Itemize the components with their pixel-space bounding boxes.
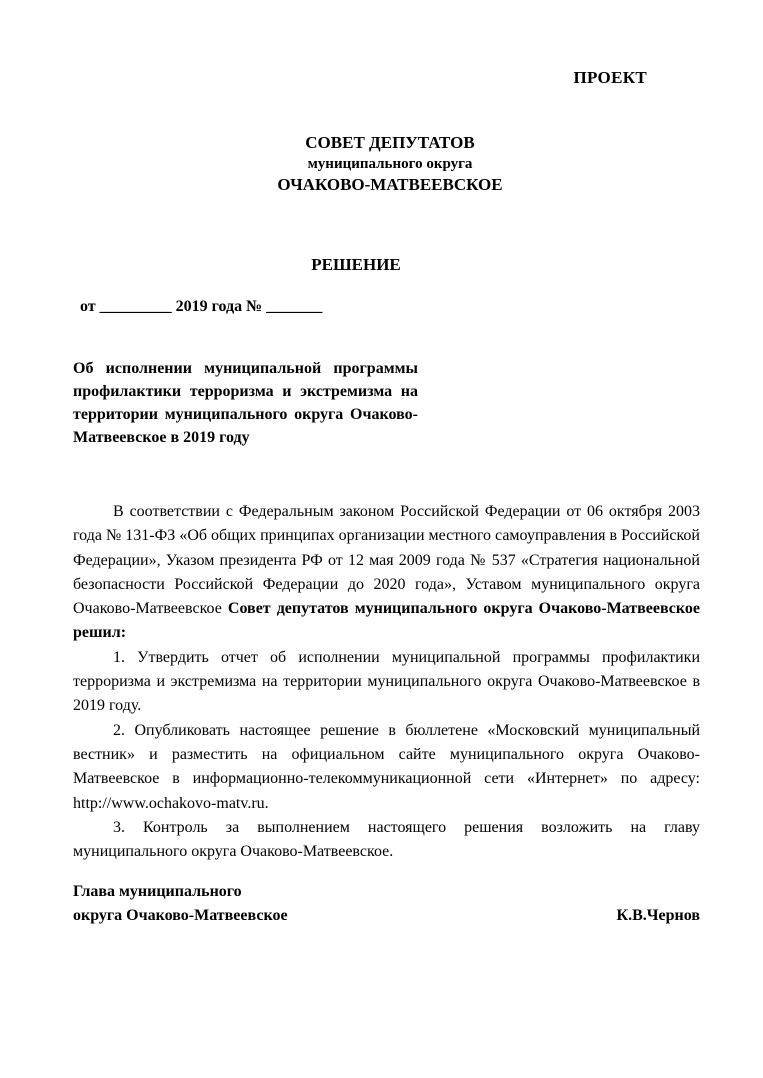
date-line: от _________ 2019 года № _______: [80, 298, 323, 315]
signature-row: [73, 904, 700, 928]
council-subtitle: муниципального округа: [307, 156, 473, 172]
preamble-text: В соответствии с Федеральным законом Российской Федерации от 06 октября 2003 года № 131-ФЗ «Об общих принципах организации местного самоуправления в Российской Федерации», Указом президента РФ от 12 мая 2009 года № 537 «Стратегия национальной безопасности Российской Федерации до 2020 года», Уставом муниципального округа Очаково-Матвеевское: [73, 503, 700, 618]
draft-mark: ПРОЕКТ: [573, 68, 647, 87]
decision-item-2: 2. Опубликовать настоящее решение в бюллетене «Московский муниципальный вестник» и разместить на официальном сайте муниципального округа Очаково-Матвеевское в информационно-телекоммуникационной сети «Интернет» по адресу: http://www.ochakovo-matv.ru.: [73, 721, 700, 812]
council-title: СОВЕТ ДЕПУТАТОВ: [305, 133, 475, 152]
council-header: [0, 132, 763, 196]
signature-position-line2: округа Очаково-Матвеевское: [73, 907, 288, 924]
decision-title: РЕШЕНИЕ: [311, 255, 401, 274]
signature-block: [73, 880, 700, 928]
decision-body: [73, 500, 700, 864]
signature-position-line1: Глава муниципального: [73, 883, 242, 900]
decision-item-1: 1. Утвердить отчет об исполнении муниципальной программы профилактики терроризма и экстремизма на территории муниципального округа Очаково-Матвеевское в 2019 году.: [73, 648, 700, 715]
preamble-resolution: Совет депутатов муниципального округа Очаково-Матвеевское решил:: [73, 600, 701, 642]
preamble-paragraph: [73, 500, 700, 646]
decision-item-3: 3. Контроль за выполнением настоящего решения возложить на главу муниципального округа Очаково-Матвеевское.: [73, 818, 700, 861]
decision-subject: Об исполнении муниципальной программы профилактики терроризма и экстремизма на территории муниципального округа Очаково-Матвеевское в 2019 году: [73, 360, 418, 446]
signature-name: К.В.Чернов: [616, 907, 700, 924]
council-name: ОЧАКОВО-МАТВЕЕВСКОЕ: [277, 175, 503, 194]
